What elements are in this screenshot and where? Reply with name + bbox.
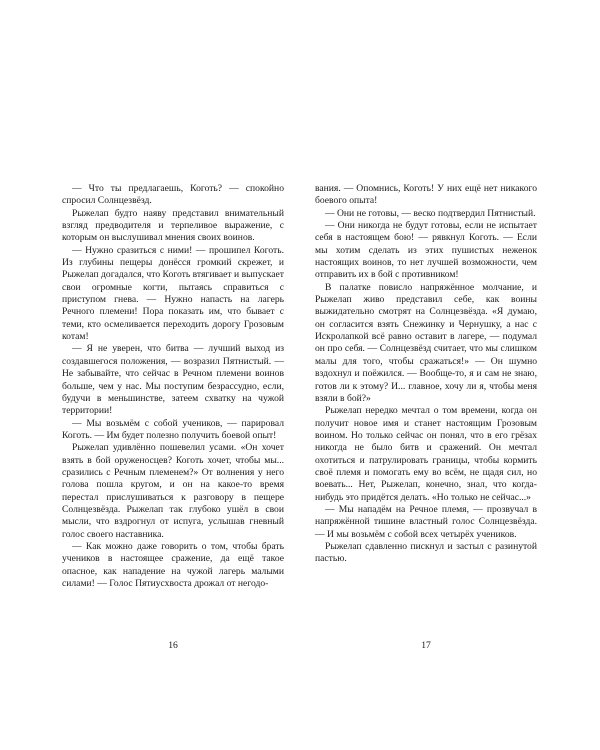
paragraph-continuation: вания. — Опомнись, Коготь! У них ещё нет никакого боевого опыта! (315, 183, 537, 207)
paragraph: — Я не уверен, что битва — лучший выход из создавшегося положения, — возразил Пятнистый. — Не забывайте, что сейчас в Речном племени воинов больше, чем у нас. Мы поступим безрассудно, если, будучи в меньшинстве, затеем схватку на чужой территории! (62, 343, 284, 417)
paragraph: — Они никогда не будут готовы, если не испытает себя в настоящем бою! — рявкнул Коготь. — Если мы хотим сделать из этих пушистых неженок настоящих воинов, то нет лучшей возможности, чем отправить их в бой с противником! (315, 220, 537, 281)
paragraph: Рыжелап нередко мечтал о том времени, когда он получит новое имя и станет настоящим Грозовым воином. Но только сейчас он понял, что в его грёзах никогда не было битв и сражений. Он мечтал охотиться и патрулировать границы, чтобы кормить своё племя и помогать ему во всём, не щадя сил, но воевать... Нет, Рыжелап, конечно, знал, что когда-нибудь это придётся делать. «Но только не сейчас...» (315, 405, 537, 503)
right-page (315, 183, 537, 566)
paragraph: В палатке повисло напряжённое молчание, и Рыжелап живо представил себе, как воины выжидательно смотрят на Солнцезвёзда. «Я думаю, он согласится взять Снежинку и Чернушку, а нас с Искролапкой всё равно оставит в лагере, — подумал он про себя. — Солнцезвёзд считает, что мы слишком малы для того, чтобы сражаться!» — Он шумно вздохнул и поёжился. — Вообще-то, я и сам не знаю, готов ли к этому? И... главное, хочу ли я, чтобы меня взяли в бой?» (315, 281, 537, 404)
paragraph: Рыжелап удивлённо пошевелил усами. «Он хочет взять в бой оруженосцев? Коготь хочет, чтобы мы... сразились с Речным племенем?» От волнения у него голова пошла кругом, и он на какое-то время перестал прислушиваться к разговору в пещере Солнцезвёзда. Рыжелап так глубоко ушёл в свои мысли, что вздрогнул от испуга, услышав гневный голос своего наставника. (62, 442, 284, 540)
paragraph: Рыжелап сдавленно пискнул и застыл с разинутой пастью. (315, 540, 537, 565)
paragraph: — Что ты предлагаешь, Коготь? — спокойно спросил Солнцезвёзд. (62, 183, 284, 207)
left-page (62, 183, 284, 590)
paragraph: — Они не готовы, — веско подтвердил Пятнистый. (325, 207, 536, 219)
paragraph: — Как можно даже говорить о том, чтобы брать учеников в настоящее сражение, да ещё такое опасное, как нападение на чужой лагерь малыми силами! — Голос Пятиусхвоста дрожал от негодо- (62, 540, 284, 589)
paragraph: — Мы возьмём с собой учеников, — парировал Коготь. — Им будет полезно получить боевой опыт! (62, 417, 284, 441)
paragraph: — Нужно сразиться с ними! — прошипел Коготь. Из глубины пещеры донёсся громкий скрежет, и Рыжелап догадался, что Коготь втягивает и выпускает свои огромные когти, пытаясь справиться с приступом гнева. — Нужно напасть на лагерь Речного племени! Пора показать им, что бывает с теми, кто осмеливается переходить дорогу Грозовым котам! (62, 244, 284, 343)
paragraph: — Мы нападём на Речное племя, — прозвучал в напряжённой тишине властный голос Солнцезвёзда. — И мы возьмём с собой всех четырёх учеников. (315, 503, 537, 540)
page-number-right: 17 (421, 640, 431, 651)
page-number-left: 16 (168, 640, 178, 651)
paragraph: Рыжелап будто наяву представил внимательный взгляд предводителя и терпеливое выражение, с которым он выслушивал мнения своих воинов. (62, 207, 284, 244)
